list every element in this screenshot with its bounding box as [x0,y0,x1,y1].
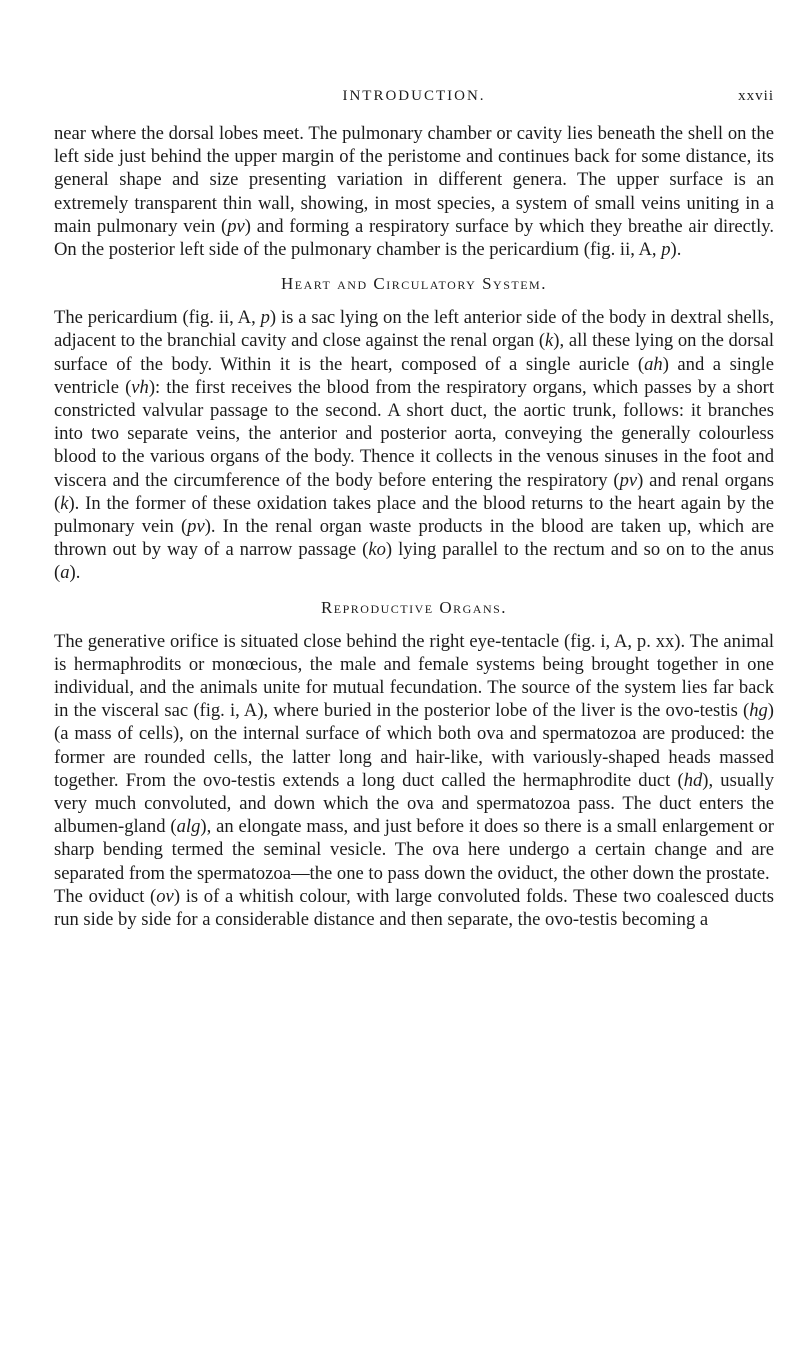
text-run: The oviduct ( [54,885,157,907]
paragraph-reproductive [54,630,774,885]
italic-label: k [60,492,69,514]
text-run: ), usually very much convoluted, and down which the ova and spermatozoa pass. The duct enters the albumen-gland ( [54,769,774,838]
text-run: ) (a mass of cells), on the internal surface of which both ova and spermatozoa are produced: the former are rounded cells, the latter long and hair-like, with variously-shaped heads massed together. From the ovo-testis extends a long duct called the hermaphrodite duct ( [54,700,774,791]
italic-label: ah [644,353,663,375]
running-title: INTRODUCTION. [342,88,486,104]
italic-label: a [60,562,70,584]
paragraph-heart [54,306,774,584]
text-run: ): the first receives the blood from the respiratory organs, which passes by a short constricted valvular passage to the second. A short duct, the aortic trunk, follows: it branches into two separate veins, the anterior and posterior aorta, conveying the generally colourless blood to the various organs of the body. Thence it collects in the venous sinuses in the foot and viscera and the circumference of the body before entering the respiratory ( [54,376,774,491]
running-head [54,88,774,110]
text-run: ) and renal organs ( [54,469,774,514]
text-run: ). [670,239,682,261]
text-run: ) is of a whitish colour, with large convoluted folds. These two coalesced ducts run side by side for a considerable distance and then separate, the ovo-testis becoming a [54,885,774,931]
text-run: The pericardium (fig. ii, A, [54,307,261,329]
italic-label: ko [368,539,386,561]
italic-label: k [545,330,554,352]
italic-label: alg [176,816,201,838]
text-run: ). In the renal organ waste products in the blood are taken up, which are thrown out by way of a narrow passage ( [54,516,774,561]
text-run: ). In the former of these oxidation takes place and the blood returns to the heart again by the pulmonary vein ( [54,492,774,538]
body-text [54,122,774,931]
text-run: ) lying parallel to the rectum and so on to the anus ( [54,539,774,584]
text-run: The generative orifice is situated close behind the right eye-tentacle (fig. i, A, p. xx). The animal is hermaphrodits or monœcious, the male and female systems being brought together in one individual, and the animals unite for mutual fecundation. The source of the system lies far back in the visceral sac (fig. i, A), where buried in the posterior lobe of the liver is the ovo-testis ( [54,630,774,722]
page-number: xxvii [738,88,774,104]
paragraph-oviduct [54,885,774,931]
italic-label: ov [156,885,174,907]
italic-label: p [661,239,671,261]
italic-label: hd [683,769,703,791]
text-run: near where the dorsal lobes meet. The pulmonary chamber or cavity lies beneath the shell on the left side just behind the upper margin of the peristome and continues back for some distance, its general shape and size presenting variation in different genera. The upper surface is an extremely transparent thin wall, showing, in most species, a system of small veins uniting in a main pulmonary vein ( [54,123,774,237]
text-run: ) is a sac lying on the left anterior side of the body in dextral shells, adjacent to the branchial cavity and close against the renal organ ( [54,307,774,352]
paragraph-pulmonary-chamber [54,122,774,261]
italic-label: p [260,307,270,329]
italic-label: pv [227,215,245,237]
italic-label: pv [619,469,638,491]
section-heading-heart: Heart and Circulatory System. [281,274,547,294]
text-run: ), all these lying on the dorsal surface of the body. Within it is the heart, composed of a single auricle ( [54,330,774,375]
section-heading-reproductive: Reproductive Organs. [320,597,508,617]
text-run: ), an elongate mass, and just before it does so there is a small enlargement or sharp bending termed the seminal vesicle. The ova here undergo a certain change and are separated from the spermatozoa—the one to pass down the oviduct, the other down the prostate. [54,816,775,884]
text-run: ) and forming a respiratory surface by which they breathe air directly. On the posterior left side of the pulmonary chamber is the pericardium (fig. ii, A, [54,215,774,261]
text-run: ) and a single ventricle ( [54,353,774,398]
italic-label: vh [131,376,149,398]
italic-label: pv [187,516,205,538]
text-run: ). [69,562,81,584]
italic-label: hg [749,700,768,722]
